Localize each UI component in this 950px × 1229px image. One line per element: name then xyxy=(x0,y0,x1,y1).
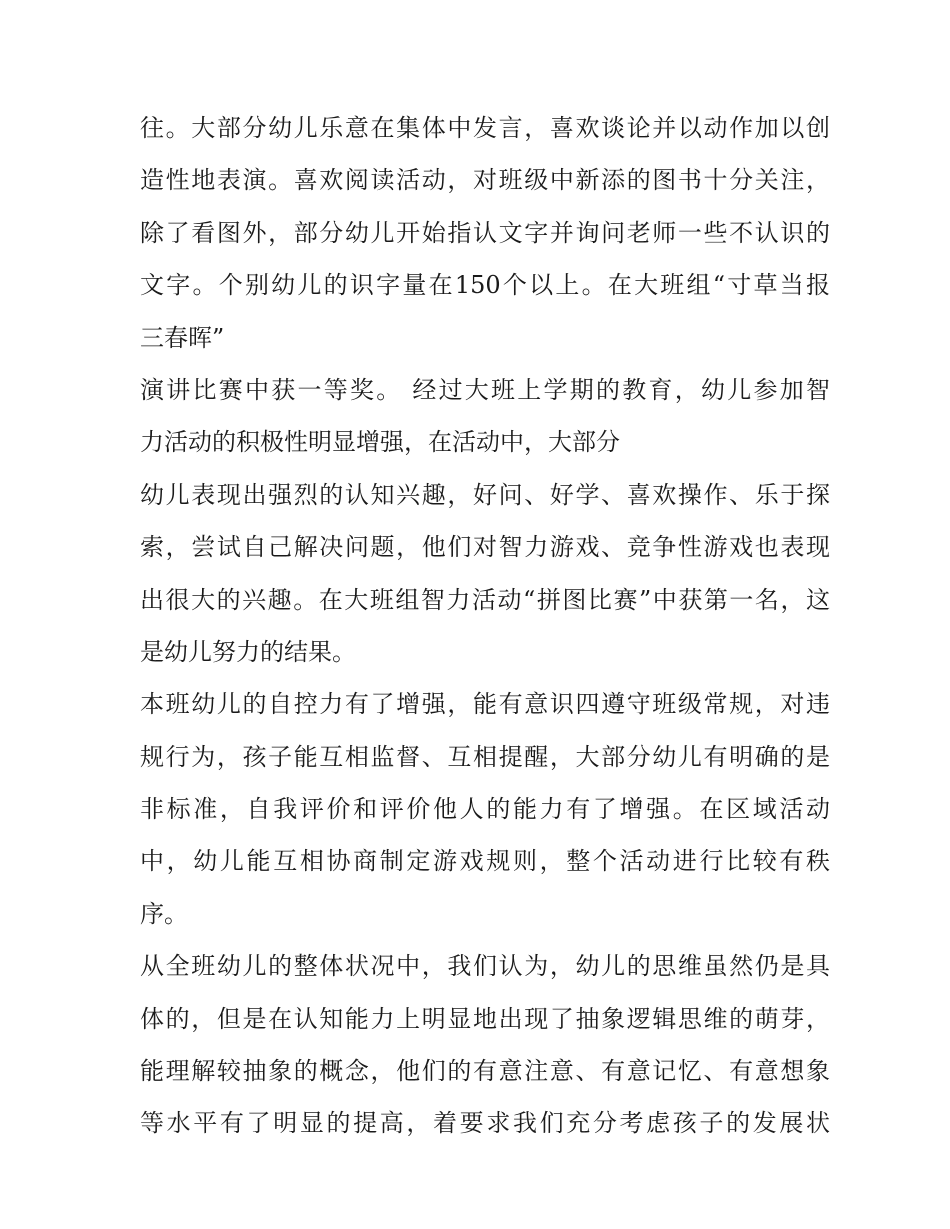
text-line: 力活动的积极性明显增强，在活动中，大部分 xyxy=(140,428,620,457)
text-line: 能理解较抽象的概念，他们的有意注意、有意记忆、有意想象 xyxy=(140,1057,830,1086)
text-line: 非标准，自我评价和评价他人的能力有了增强。在区域活动 xyxy=(140,795,830,824)
text-line: 体的，但是在认知能力上明显地出现了抽象逻辑思维的萌芽， xyxy=(140,1004,830,1033)
text-line: 从全班幼儿的整体状况中，我们认为，幼儿的思维虽然仍是具 xyxy=(140,952,830,981)
text-line: 文字。个别幼儿的识字量在150个以上。在大班组“寸草当报 xyxy=(140,271,830,300)
text-line: 幼儿表现出强烈的认知兴趣，好问、好学、喜欢操作、乐于探 xyxy=(140,480,830,509)
text-line: 除了看图外，部分幼儿开始指认文字并询问老师一些不认识的 xyxy=(140,218,830,247)
text-line: 本班幼儿的自控力有了增强，能有意识四遵守班级常规，对违 xyxy=(140,690,830,719)
text-line: 索，尝试自己解决问题，他们对智力游戏、竞争性游戏也表现 xyxy=(140,533,830,562)
text-line: 出很大的兴趣。在大班组智力活动“拼图比赛”中获第一名，这 xyxy=(140,585,830,614)
text-line: 三春晖” xyxy=(140,323,225,352)
text-line: 序。 xyxy=(140,899,188,928)
text-line: 中，幼儿能互相协商制定游戏规则，整个活动进行比较有秩 xyxy=(140,847,830,876)
text-line: 是幼儿努力的结果。 xyxy=(140,637,356,666)
text-line: 造性地表演。喜欢阅读活动，对班级中新添的图书十分关注， xyxy=(140,166,830,195)
text-line: 等水平有了明显的提高，着要求我们充分考虑孩子的发展状 xyxy=(140,1109,830,1138)
body-text xyxy=(140,102,830,1150)
text-line: 演讲比赛中获一等奖。 经过大班上学期的教育，幼儿参加智 xyxy=(140,375,830,404)
text-line: 往。大部分幼儿乐意在集体中发言，喜欢谈论并以动作加以创 xyxy=(140,114,830,142)
text-line: 规行为，孩子能互相监督、互相提醒，大部分幼儿有明确的是 xyxy=(140,742,830,771)
